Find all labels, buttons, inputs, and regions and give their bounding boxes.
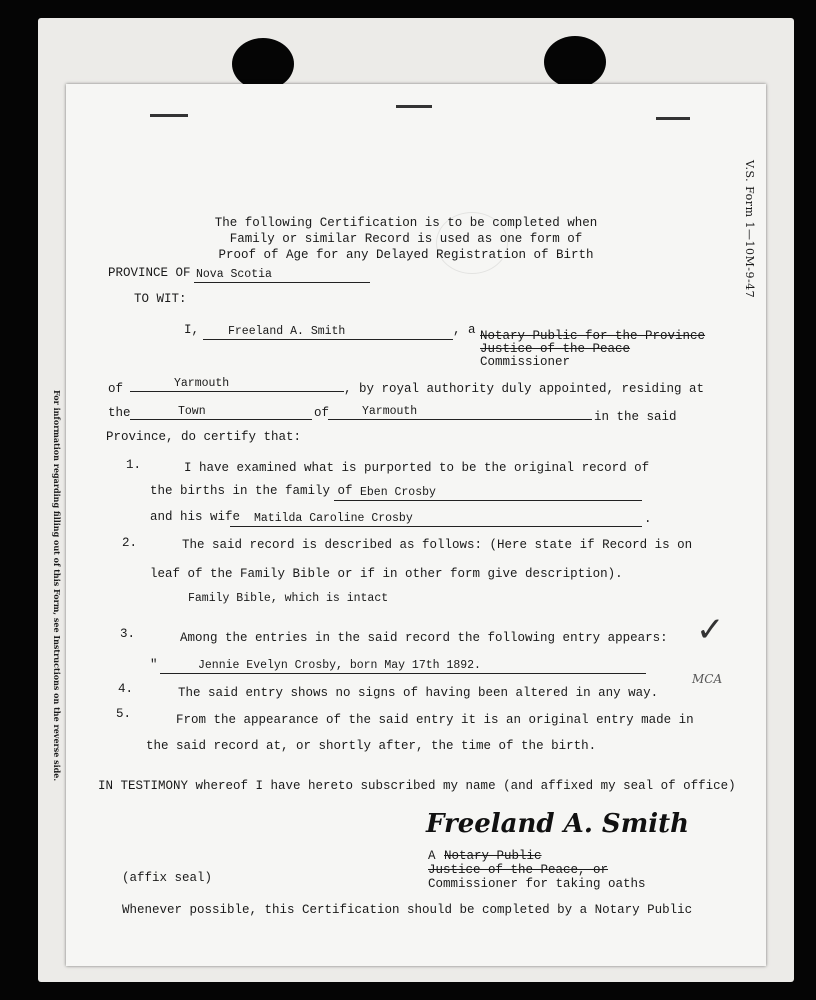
mother-name-value: Matilda Caroline Crosby (254, 512, 413, 525)
entry-quote: " (150, 658, 158, 672)
item-4-text: The said entry shows no signs of having been altered in any way. (178, 686, 659, 700)
office-notary-struck: Notary Public for the Province (480, 329, 706, 343)
father-name-field[interactable] (334, 485, 642, 501)
province-certify-text: Province, do certify that: (106, 430, 302, 444)
fold-mark (396, 105, 432, 108)
heading-line-1: The following Certification is to be completed when (214, 216, 598, 230)
father-name-value: Eben Crosby (360, 486, 436, 499)
handwritten-signature: Freeland A. Smith (426, 809, 689, 839)
form-number: V.S. Form 1—10M-9-47 (743, 160, 756, 299)
certification-form (52, 84, 766, 966)
side-instruction-note: For information regarding filling out of this Form, see Instructions on the reverse side. (52, 390, 62, 782)
item-4-number: 4. (118, 682, 134, 696)
item-2-line-1: The said record is described as follows: (Here state if Record is on (182, 538, 693, 552)
item-3-number: 3. (120, 627, 136, 641)
certifier-name-field[interactable] (203, 324, 453, 340)
province-value: Nova Scotia (196, 268, 272, 281)
town-field[interactable] (130, 404, 312, 420)
sig-notary-struck: Notary Public (444, 849, 542, 863)
municipality-value: Yarmouth (362, 405, 418, 418)
office-justice-struck: Justice of the Peace (480, 342, 631, 356)
punch-hole-right (544, 36, 606, 88)
of-label: of (108, 382, 124, 396)
testimony-text: IN TESTIMONY whereof I have hereto subscribed my name (and affixed my seal of office) (98, 779, 736, 793)
margin-initials: MCA (692, 672, 723, 686)
heading-line-2: Family or similar Record is used as one form of (229, 232, 583, 246)
record-description: Family Bible, which is intact (188, 592, 389, 605)
item-5-number: 5. (116, 707, 132, 721)
entry-field[interactable] (160, 658, 646, 674)
item-2-number: 2. (122, 536, 138, 550)
punch-hole-left (232, 38, 294, 90)
appointed-text: , by royal authority duly appointed, residing at (344, 382, 705, 396)
sig-justice-struck: Justice of the Peace, or (428, 863, 609, 877)
a-label: , a (453, 323, 476, 337)
period: . (644, 512, 652, 526)
item-2-line-2: leaf of the Family Bible or if in other form give description). (150, 567, 623, 581)
item-5-line-1: From the appearance of the said entry it is an original entry made in (176, 713, 694, 727)
of-value: Yarmouth (174, 377, 230, 390)
sig-commissioner: Commissioner for taking oaths (428, 877, 646, 891)
the-label: the (108, 406, 131, 420)
mother-name-field[interactable] (230, 511, 642, 527)
town-value: Town (178, 405, 206, 418)
certifier-name-value: Freeland A. Smith (228, 325, 346, 338)
sig-a-label: A (428, 849, 436, 863)
footer-note: Whenever possible, this Certification should be completed by a Notary Public (122, 903, 693, 917)
fold-mark (150, 114, 188, 117)
entry-value: Jennie Evelyn Crosby, born May 17th 1892. (198, 659, 481, 672)
province-label: PROVINCE OF (108, 266, 191, 280)
check-mark-icon: ✓ (696, 610, 725, 650)
in-said-text: in the said (594, 410, 677, 424)
heading-line-3: Proof of Age for any Delayed Registration of Birth (218, 248, 594, 262)
item-3-line-1: Among the entries in the said record the following entry appears: (180, 631, 668, 645)
i-label: I, (184, 323, 200, 337)
item-1-line-1: I have examined what is purported to be the original record of (184, 461, 650, 475)
affix-seal-label: (affix seal) (122, 871, 213, 885)
item-1-line-2: the births in the family of (150, 484, 353, 498)
office-commissioner: Commissioner (480, 355, 571, 369)
province-field[interactable] (194, 267, 370, 283)
item-5-line-2: the said record at, or shortly after, the time of the birth. (146, 739, 597, 753)
item-1-number: 1. (126, 458, 142, 472)
municipality-field[interactable] (328, 404, 592, 420)
to-wit-label: TO WIT: (134, 292, 187, 306)
item-1-line-3: and his wife (150, 510, 241, 524)
of2-label: of (314, 406, 330, 420)
fold-mark (656, 117, 690, 120)
of-field[interactable] (130, 376, 344, 392)
